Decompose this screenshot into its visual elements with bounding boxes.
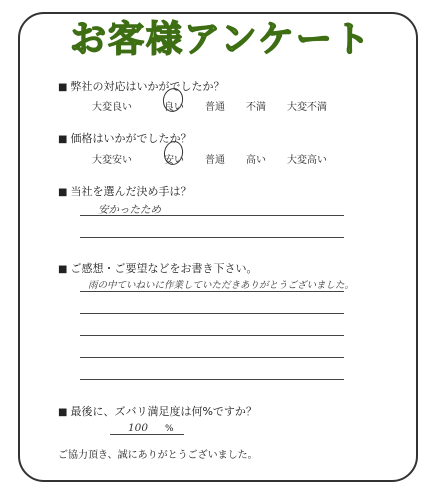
- q2-option-4[interactable]: 高い: [246, 155, 266, 166]
- q3-answer: 安かったため: [98, 204, 161, 216]
- answer-line: [80, 215, 344, 216]
- q1-option-4[interactable]: 不満: [246, 102, 266, 113]
- q1-option-2[interactable]: 良い: [164, 102, 184, 113]
- q1-option-1[interactable]: 大変良い: [92, 102, 132, 113]
- answer-line: [80, 237, 344, 238]
- q4-answer: 雨の中ていねいに作業していただきありがとうございました。: [88, 280, 355, 291]
- bullet-square-icon: ■: [58, 264, 68, 275]
- question-5-label: 最後に、ズバリ満足度は何%ですか？: [70, 405, 257, 418]
- q2-option-1[interactable]: 大変安い: [92, 155, 132, 166]
- answer-line: [80, 357, 344, 358]
- q2-option-3[interactable]: 普通: [205, 155, 225, 166]
- bullet-square-icon: ■: [58, 82, 68, 93]
- footer-thanks: ご協力頂き、誠にありがとうございました。: [58, 450, 258, 461]
- question-3: [58, 183, 191, 199]
- question-5: [58, 403, 257, 419]
- question-3-label: 当社を選んだ決め手は？: [70, 185, 192, 198]
- question-1-label: 弊社の対応はいかがでしたか？: [70, 80, 225, 93]
- percent-unit: %: [165, 424, 174, 434]
- bullet-square-icon: ■: [58, 134, 68, 145]
- q5-answer: 100: [128, 422, 149, 434]
- q2-option-5[interactable]: 大変高い: [287, 155, 327, 166]
- question-1: [58, 78, 224, 94]
- answer-line: [80, 379, 344, 380]
- answer-line: [80, 291, 344, 292]
- answer-line: [80, 335, 344, 336]
- question-4-label: ご感想・ご要望などをお書き下さい。: [70, 262, 258, 275]
- question-2-label: 価格はいかがでしたか？: [70, 132, 192, 145]
- answer-line: [80, 313, 344, 314]
- bullet-square-icon: ■: [58, 407, 68, 418]
- answer-line: [110, 434, 184, 435]
- q1-option-5[interactable]: 大変不満: [287, 102, 327, 113]
- survey-title: お客様アンケート: [70, 19, 372, 60]
- question-4: [58, 260, 257, 276]
- q1-option-3[interactable]: 普通: [205, 102, 225, 113]
- bullet-square-icon: ■: [58, 187, 68, 198]
- q2-option-2[interactable]: 安い: [164, 155, 184, 166]
